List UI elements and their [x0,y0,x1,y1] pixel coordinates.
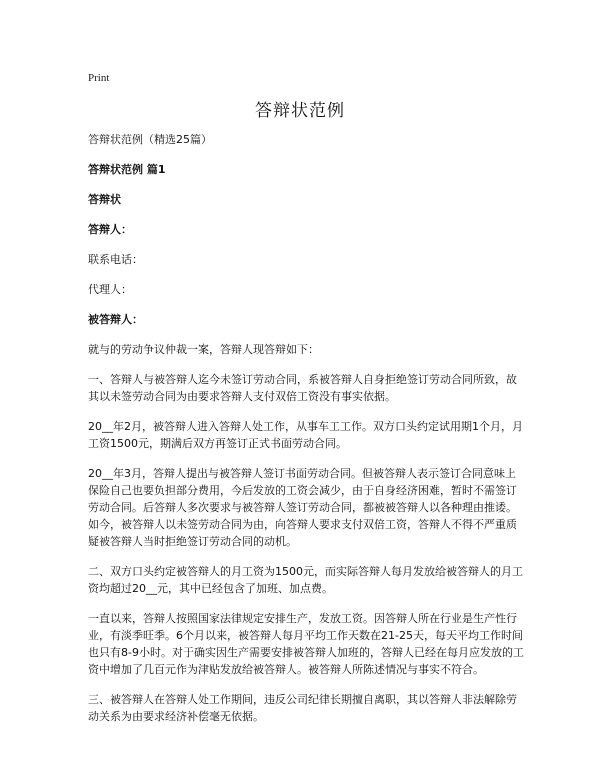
phone-label: 联系电话： [88,253,143,266]
paragraph-2: 20__年2月，被答辩人进入答辩人处工作，从事车工工作。双方口头约定试用期1个月，月工资1500元，期满后双方再签订正式书面劳动合同。 [88,420,523,450]
section-heading: 答辩状范例 篇1 [88,163,166,176]
paragraph-1: 一、答辩人与被答辩人迄今未签订劳动合同，系被答辩人自身拒绝签订劳动合同所致，故其以未签劳动合同为由要求答辩人支付双倍工资没有事实依据。 [88,373,517,403]
paragraph-4: 二、双方口头约定被答辩人的月工资为1500元，而实际答辩人每月发放给被答辩人的月工资均超过20__元，其中已经包含了加班、加点费。 [88,565,523,595]
respondent-label: 答辩人： [88,223,132,236]
page-title: 答辩状范例 [255,101,345,121]
print-label: Print [88,72,110,84]
paragraph-3: 20__年3月，答辩人提出与被答辩人签订书面劳动合同。但被答辩人表示签订合同意味上保险自己也要负担部分费用，今后发放的工资会减少，由于自身经济困难，暂时不需签订劳动合同。后答辩人多次要求与被答辩人签订劳动合同，都被被答辩人以各种理由推诿。如今，被答辩人以未签劳动合同为由，向答辩人要求支付双倍工资，答辩人不得不严重质疑被答辩人当时拒绝签订劳动合同的动机。 [88,467,517,548]
document-body [88,131,524,738]
paragraph-6: 三、被答辩人在答辩人处工作期间，违反公司纪律长期擅自离职，其以答辩人非法解除劳动关系为由要求经济补偿毫无依据。 [88,693,517,723]
paragraph-5: 一直以来，答辩人按照国家法律规定安排生产，发放工资。因答辩人所在行业是生产性行业，有淡季旺季。6个月以来，被答辩人每月平均工作天数在21-25天，每天平均工作时间也只有8-9小时。对于确实因生产需要安排被答辩人加班的，答辩人已经在每月应发放的工资中增加了几百元作为津贴发放给被答辩人。被答辩人所陈述情况与事实不符合。 [88,612,524,676]
doc-type-heading: 答辩状 [88,193,121,206]
subtitle: 答辩状范例（精选25篇） [88,133,212,146]
defendant-label: 被答辩人： [88,313,143,326]
agent-label: 代理人： [88,283,132,296]
paragraph-intro: 就与的劳动争议仲裁一案，答辩人现答辩如下： [88,343,319,356]
